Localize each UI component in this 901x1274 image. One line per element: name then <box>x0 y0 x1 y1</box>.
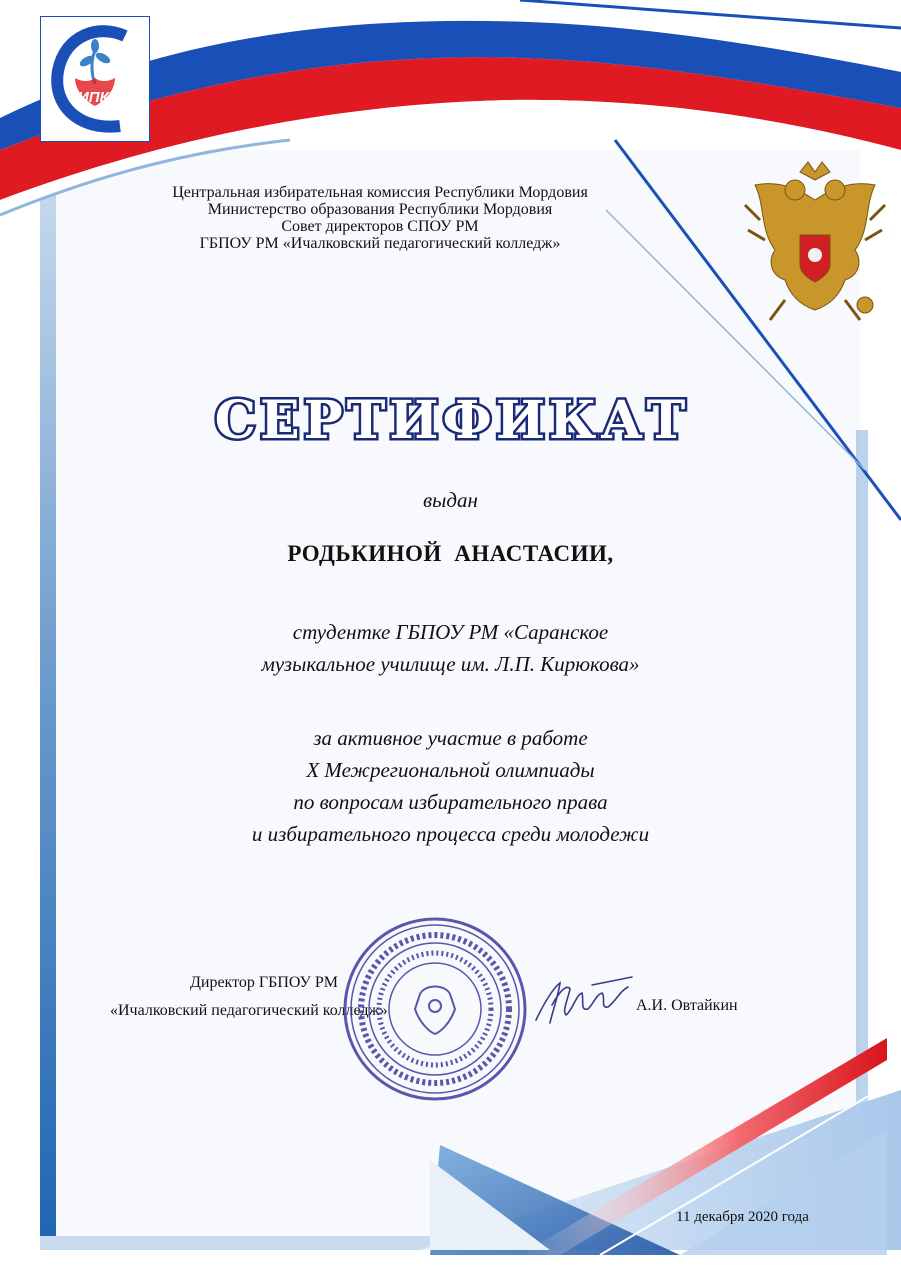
ipk-logo-icon <box>40 16 150 142</box>
reason-line: X Межрегиональной олимпиады <box>306 758 595 782</box>
reason-line: и избирательного процесса среди молодежи <box>251 822 650 846</box>
award-reason <box>0 722 901 850</box>
issuer-line: ГБПОУ РМ «Ичалковский педагогический колледж» <box>199 235 561 252</box>
signatory-title-line2: «Ичалковский педагогический колледж» <box>110 1002 388 1019</box>
signatory-name: А.И. Овтайкин <box>636 997 738 1014</box>
recipient-name: РОДЬКИНОЙ АНАСТАСИИ, <box>287 541 614 566</box>
issuer-line: Министерство образования Республики Мордовия <box>207 201 553 218</box>
institution-line: музыкальное училище им. Л.П. Кирюкова» <box>261 652 640 676</box>
double-headed-eagle-icon <box>740 160 890 330</box>
issuer-line: Совет директоров СПОУ РМ <box>281 218 479 235</box>
title-text: СЕРТИФИКАТ <box>214 390 690 451</box>
handwritten-signature-icon <box>532 975 637 1030</box>
certificate-title <box>180 380 725 460</box>
institution-line: студентке ГБПОУ РМ «Саранское <box>292 620 609 644</box>
reason-line: за активное участие в работе <box>313 726 588 750</box>
logo-text: ИПК <box>78 89 109 106</box>
reason-line: по вопросам избирательного права <box>293 790 608 814</box>
issuer-line: Центральная избирательная комиссия Республики Мордовия <box>172 184 588 201</box>
signatory-title <box>110 969 388 1025</box>
issued-label: выдан <box>423 488 478 512</box>
issuer-header <box>100 184 660 252</box>
recipient-institution <box>0 616 901 680</box>
official-stamp-icon <box>340 914 530 1104</box>
issue-date: 11 декабря 2020 года <box>676 1209 809 1225</box>
signatory-title-line1: Директор ГБПОУ РМ <box>189 974 338 991</box>
